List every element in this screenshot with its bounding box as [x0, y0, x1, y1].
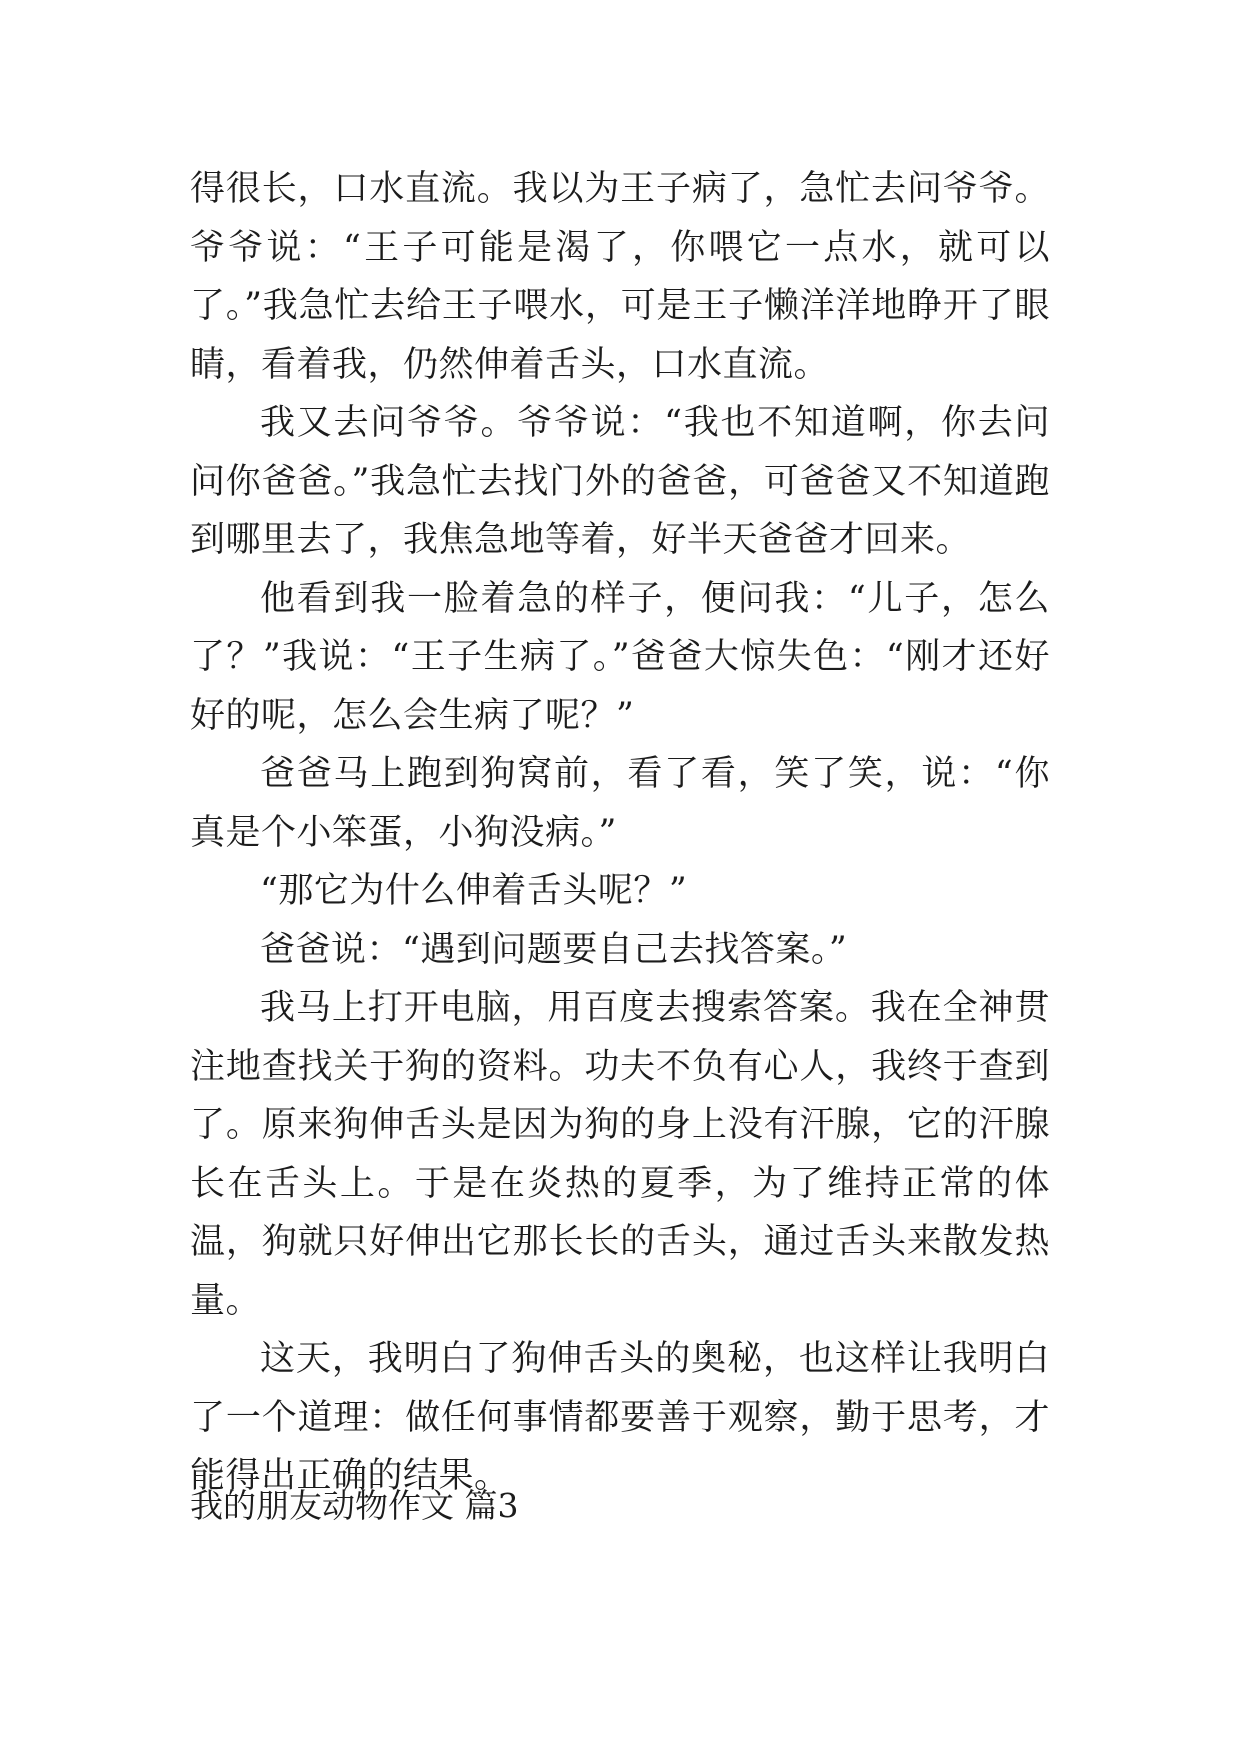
paragraph-search: 我马上打开电脑，用百度去搜索答案。我在全神贯注地查找关于狗的资料。功夫不负有心人，我终于查到了。原来狗伸舌头是因为狗的身上没有汗腺，它的汗腺长在舌头上。于是在炎热的夏季，为了维持正常的体温，狗就只好伸出它那长长的舌头，通过舌头来散发热量。: [190, 988, 1050, 1321]
paragraph-dad-advice: 爸爸说：“遇到问题要自己去找答案。”: [260, 929, 848, 970]
essay-body: [190, 160, 1050, 1506]
section-heading: 我的朋友动物作文 篇3: [190, 1486, 519, 1525]
paragraph-conclusion: 这天，我明白了狗伸舌头的奥秘，也这样让我明白了一个道理：做任何事情都要善于观察，勤于思考，才能得出正确的结果。: [190, 1339, 1050, 1496]
paragraph-question: “那它为什么伸着舌头呢？”: [260, 871, 688, 911]
paragraph-ask-grandpa: 我又去问爷爷。爷爷说：“我也不知道啊，你去问问你爸爸。”我急忙去找门外的爸爸，可爸爸又不知道跑到哪里去了，我焦急地等着，好半天爸爸才回来。: [190, 403, 1050, 560]
paragraph-dad-laughs: 爸爸马上跑到狗窝前，看了看，笑了笑，说：“你真是个小笨蛋，小狗没病。”: [190, 754, 1050, 853]
paragraph-dad-asks: 他看到我一脸着急的样子，便问我：“儿子，怎么了？”我说：“王子生病了。”爸爸大惊失色：“刚才还好好的呢，怎么会生病了呢？”: [190, 578, 1050, 736]
paragraph-continued: 得很长，口水直流。我以为王子病了，急忙去问爷爷。爷爷说：“王子可能是渴了，你喂它一点水，就可以了。”我急忙去给王子喂水，可是王子懒洋洋地睁开了眼睛，看着我，仍然伸着舌头，口水直流。: [190, 169, 1050, 385]
